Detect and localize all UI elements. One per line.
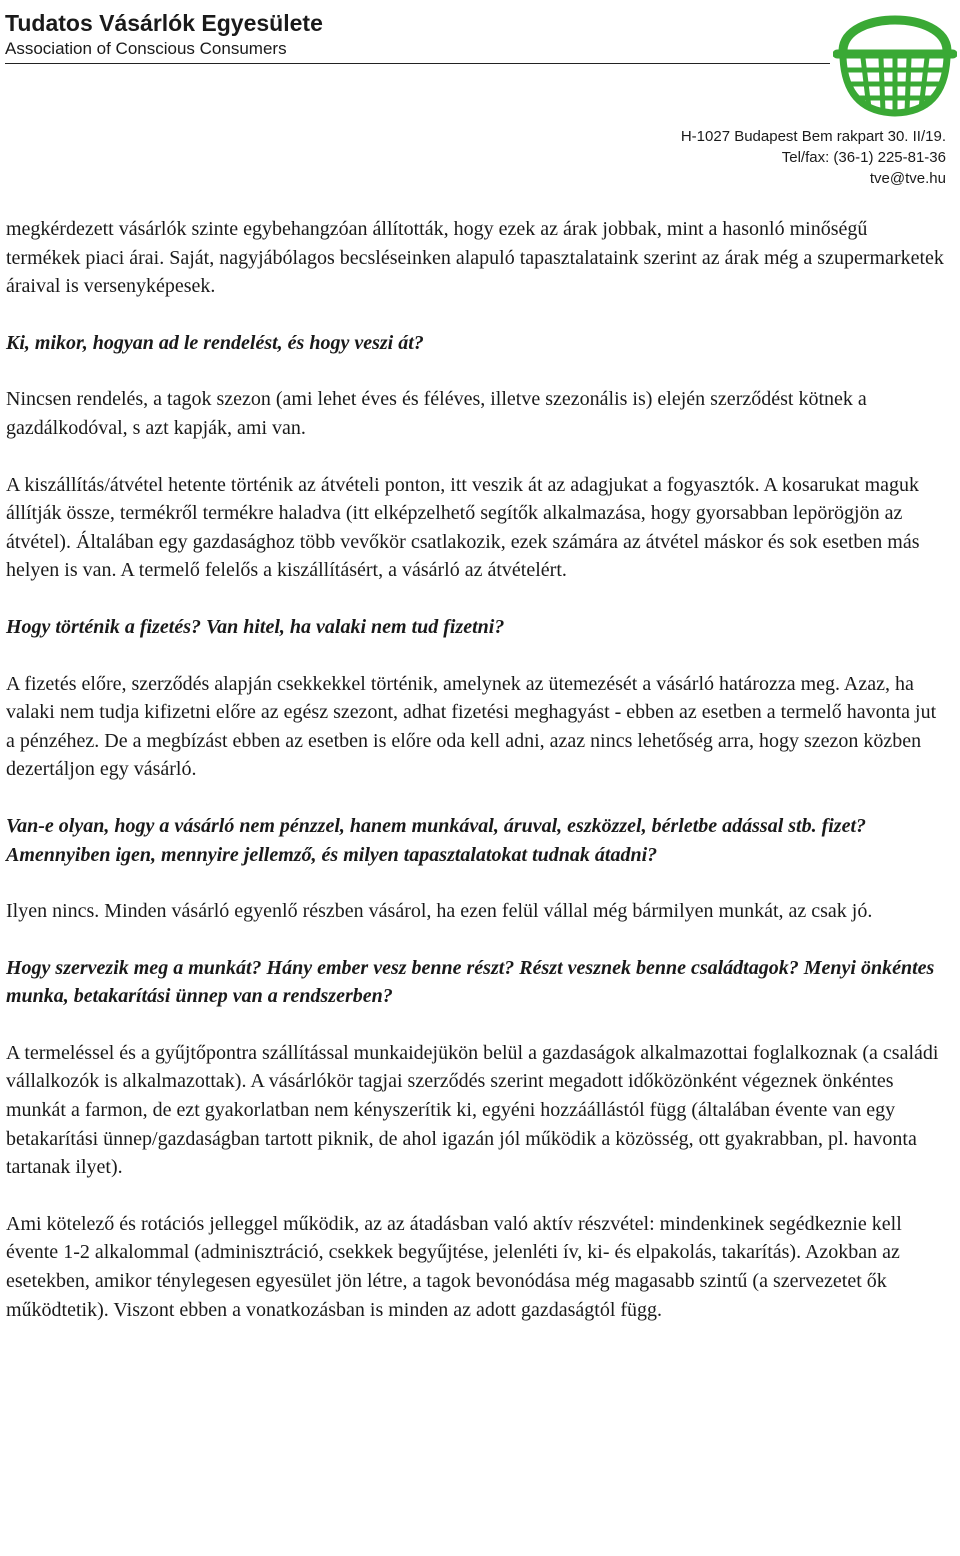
basket-logo-icon [833, 0, 957, 118]
letterhead-organization [5, 8, 323, 60]
question-non-monetary: Van-e olyan, hogy a vásárló nem pénzzel, hanem munkával, áruval, eszközzel, bérletbe adással stb. fizet? Amennyiben igen, mennyire jellemző, és milyen tapasztalatokat tudnak átadni? [6, 814, 867, 866]
question-work-organization: Hogy szervezik meg a munkát? Hány ember vesz benne részt? Részt vesznek benne családtagok? Menyi önkéntes munka, betakarítási ünnep van a rendszerben? [6, 956, 935, 1008]
paragraph-delivery: A kiszállítás/átvétel hetente történik az átvételi ponton, itt veszik át az adagjukat a fogyasztók. A kosarukat maguk állítják össze, termékről termékre haladva (itt elképzelhető segítők alkalmazása, hogy gyorsabban lepörögjön az átvétel). Általában egy gazdasághoz több vevőkör csatlakozik, ezek számára az átvétel máskor és sok esetben más helyen is van. A termelő felelős a kiszállításért, a vásárló az átvételért. [6, 473, 920, 582]
paragraph-mandatory-participation: Ami kötelező és rotációs jelleggel működik, az az átadásban való aktív részvétel: mindenkinek segédkeznie kell évente 1-2 alkalommal (adminisztráció, csekkek begyűjtése, jelenléti ív, ki- és elpakolás, takarítás). Azokban az esetekben, amikor ténylegesen egyesület jön létre, a tagok bevonódása még magasabb szintű (a szervezetet ők működtetik). Viszont ebben a vonatkozásban is minden az adott gazdaságtól függ. [6, 1212, 902, 1321]
paragraph-work-organization: A termeléssel és a gyűjtőpontra szállítással munkaidejükön belül a gazdaságok alkalmazottai foglalkoznak (a családi vállalkozók is alkalmazottak). A vásárlókör tagjai szerződés szerint megadott időközönként végeznek önkéntes munkát a farmon, de ezt gyakorlatban nem kényszerítik ki, egyéni hozzáállástól függ (általában évente van egy betakarítási ünnep/gazdaságban tartott piknik, de ahol igazán jól működik a közösség, ott gyakrabban, pl. havonta tartanak ilyet). [6, 1041, 939, 1179]
paragraph-prices: megkérdezett vásárlók szinte egybehangzóan állították, hogy ezek az árak jobbak, mint a hasonló minőségű termékek piaci árai. Saját, nagyjábólagos becsléseinken alapuló tapasztalataink szerint az árak még a szupermarketek áraival is versenyképesek. [6, 218, 944, 298]
document-body [6, 215, 946, 1352]
question-ordering: Ki, mikor, hogyan ad le rendelést, és hogy veszi át? [6, 331, 424, 354]
organization-name: Tudatos Vásárlók Egyesülete [5, 10, 323, 36]
paragraph-no-ordering: Nincsen rendelés, a tagok szezon (ami lehet éves és féléves, illetve szezonális is) elején szerződést kötnek a gazdálkodóval, s azt kapják, ami van. [6, 388, 867, 439]
question-payment: Hogy történik a fizetés? Van hitel, ha valaki nem tud fizetni? [6, 615, 505, 638]
contact-block [681, 126, 946, 189]
phone-text: Tel/fax: (36-1) 225-81-36 [781, 149, 946, 166]
organization-subtitle: Association of Conscious Consumers [5, 39, 287, 58]
paragraph-payment: A fizetés előre, szerződés alapján csekkekkel történik, amelynek az ütemezését a vásárló határozza meg. Azaz, ha valaki nem tudja kifizetni előre az egész szezont, adhat fizetési meghagyást - ebben az esetben a termelő havonta jut a pénzéhez. De a megbízást ebben az esetben is előre oda kell adni, azaz nincs lehetőség arra, hogy szezon közben dezertáljon egy vásárló. [6, 672, 937, 781]
paragraph-non-monetary: Ilyen nincs. Minden vásárló egyenlő részben vásárol, ha ezen felül vállal még bármilyen munkát, az csak jó. [6, 900, 873, 923]
email-text: tve@tve.hu [869, 170, 946, 187]
header-divider [5, 63, 830, 64]
address-text: H-1027 Budapest Bem rakpart 30. II/19. [680, 128, 946, 145]
